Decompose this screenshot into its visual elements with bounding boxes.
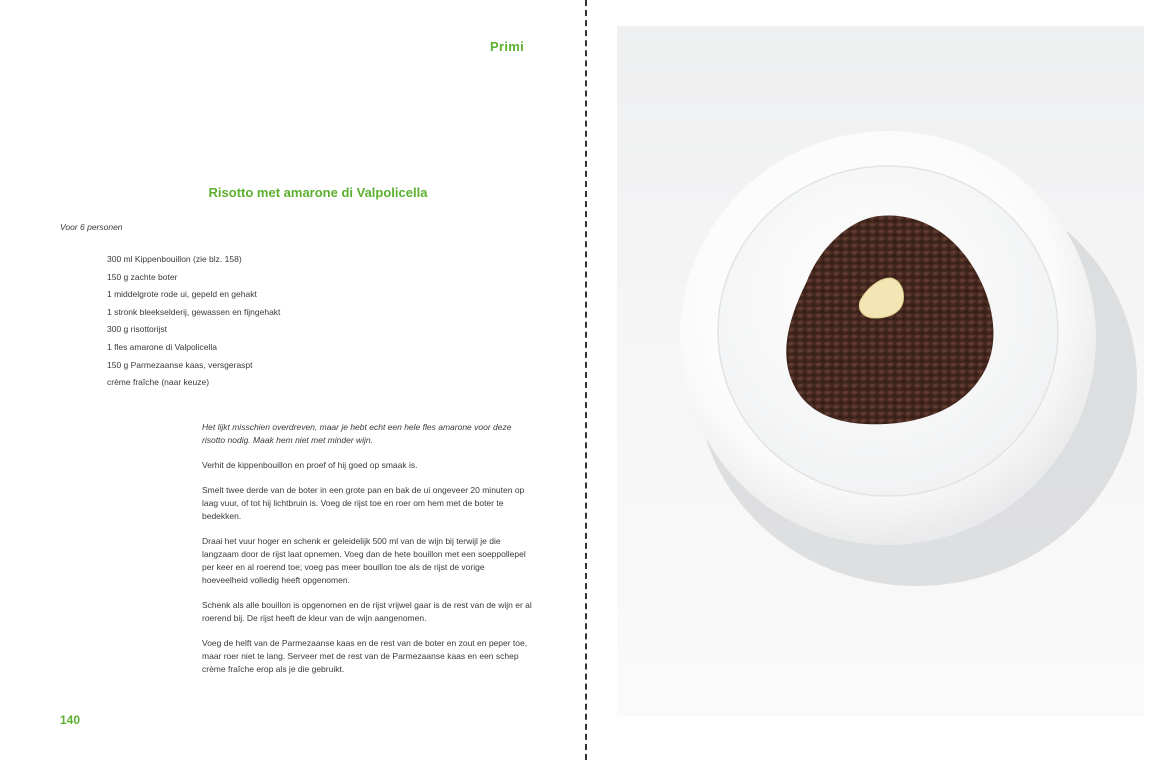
method-step: Schenk als alle bouillon is opgenomen en de rijst vrijwel gaar is de rest van de wijn er al roerend bij. De rijst heeft de kleur van de wijn aangenomen. xyxy=(202,600,532,623)
page-number: 140 xyxy=(60,713,81,727)
ingredient-item: 1 fles amarone di Valpolicella xyxy=(107,341,217,352)
risotto-plate-illustration xyxy=(617,26,1144,716)
method-step: Verhit de kippenbouillon en proef of hij goed op smaak is. xyxy=(202,460,418,470)
ingredient-item: 300 ml Kippenbouillon (zie blz. 158) xyxy=(107,254,242,264)
recipe-title: Risotto met amarone di Valpolicella xyxy=(208,185,428,200)
ingredient-item: crème fraîche (naar keuze) xyxy=(107,377,210,388)
method-step: Smelt twee derde van de boter in een grote pan en bak de ui ongeveer 20 minuten op laag vuur, of tot hij lichtbruin is. Voeg de rijst toe en roer om hem met de boter te bedekken. xyxy=(202,485,525,521)
page-fold-divider xyxy=(585,0,587,760)
ingredient-item: 1 middelgrote rode ui, gepeld en gehakt xyxy=(107,289,257,300)
method-step: Voeg de helft van de Parmezaanse kaas en de rest van de boter en zout en peper toe, maar roer niet te lang. Serveer met de rest van de Parmezaanse kaas en een schep crème fraîche erop als je die gebruikt. xyxy=(202,638,528,674)
ingredient-item: 1 stronk bleekselderij, gewassen en fijngehakt xyxy=(107,306,281,317)
ingredient-item: 150 g zachte boter xyxy=(107,271,178,282)
ingredient-item: 150 g Parmezaanse kaas, versgeraspt xyxy=(107,359,253,370)
intro-paragraph: Het lijkt misschien overdreven, maar je hebt echt een hele fles amarone voor deze risotto nodig. Maak hem niet met minder wijn. xyxy=(202,422,512,445)
method-text xyxy=(202,421,532,688)
section-label: Primi xyxy=(489,39,524,54)
servings-line: Voor 6 personen xyxy=(60,222,123,232)
ingredient-list xyxy=(107,251,280,392)
method-step: Draai het vuur hoger en schenk er geleidelijk 500 ml van de wijn bij terwijl je die langzaam door de rijst laat opnemen. Voeg dan de hete bouillon met een soeppollepel per keer en al roerend toe; voeg pas meer bouillon toe als de rijst de vorige hoeveelheid volledig heeft opgenomen. xyxy=(202,536,526,585)
risotto-photo xyxy=(617,26,1144,716)
ingredient-item: 300 g risottorijst xyxy=(107,324,167,335)
